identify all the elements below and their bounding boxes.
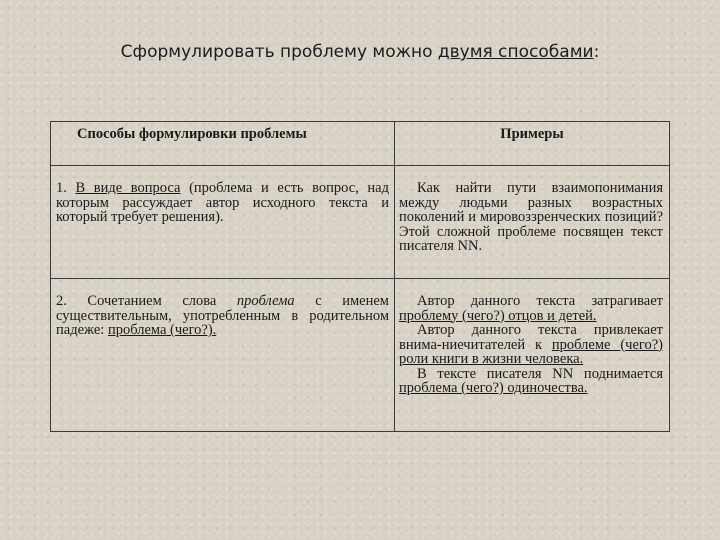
example-paragraph: [399, 294, 663, 323]
method-phrase-cell: [51, 279, 395, 432]
example-question-text: Как найти пути взаимопонимания между людьми разных возрастных поколений и мировоззренческих позиций? Этой сложной проблеме посвящен текст писателя NN.: [399, 180, 663, 254]
example-text: Автор данного текста привлекает внима-ниечитателей к: [399, 322, 663, 353]
table-row: [51, 279, 670, 432]
method-phrase-italic: проблема: [236, 293, 295, 309]
method-question-desc: (проблема и есть вопрос, над которым рассуждает автор исходного текста и который требует решения).: [56, 180, 389, 225]
method-phrase-pattern: проблема (чего?).: [107, 322, 217, 338]
title-prefix: Сформулировать проблему можно: [120, 42, 438, 62]
title-suffix: :: [593, 42, 600, 62]
methods-table: [50, 121, 670, 432]
table-header-row: [51, 122, 670, 166]
example-question-cell: [395, 166, 670, 279]
method-question-term: В виде вопроса: [75, 180, 181, 196]
example-text: Автор данного текста затрагивает: [417, 293, 663, 309]
example-text: В тексте писателя NN поднимается: [417, 365, 663, 382]
slide-title: [0, 42, 720, 62]
table-row: [51, 166, 670, 279]
example-underlined: проблему (чего?) отцов и детей.: [399, 307, 597, 324]
example-paragraph: [399, 323, 663, 367]
method-question-cell: [51, 166, 395, 279]
example-paragraph: [399, 367, 663, 396]
method-phrase-a: 2. Сочетанием слова: [56, 293, 237, 309]
example-phrase-cell: [395, 279, 670, 432]
example-underlined: проблеме (чего?) роли книги в жизни человека.: [399, 336, 663, 367]
header-examples: Примеры: [395, 122, 670, 166]
method-phrase-b: с именем существительным, употребленным в родительном падеже:: [56, 293, 389, 338]
example-underlined: проблема (чего?) одиночества.: [399, 380, 588, 396]
header-methods: Способы формулировки проблемы: [51, 122, 395, 166]
title-underlined: двумя способами: [437, 42, 594, 62]
method-number: 1.: [56, 180, 76, 196]
